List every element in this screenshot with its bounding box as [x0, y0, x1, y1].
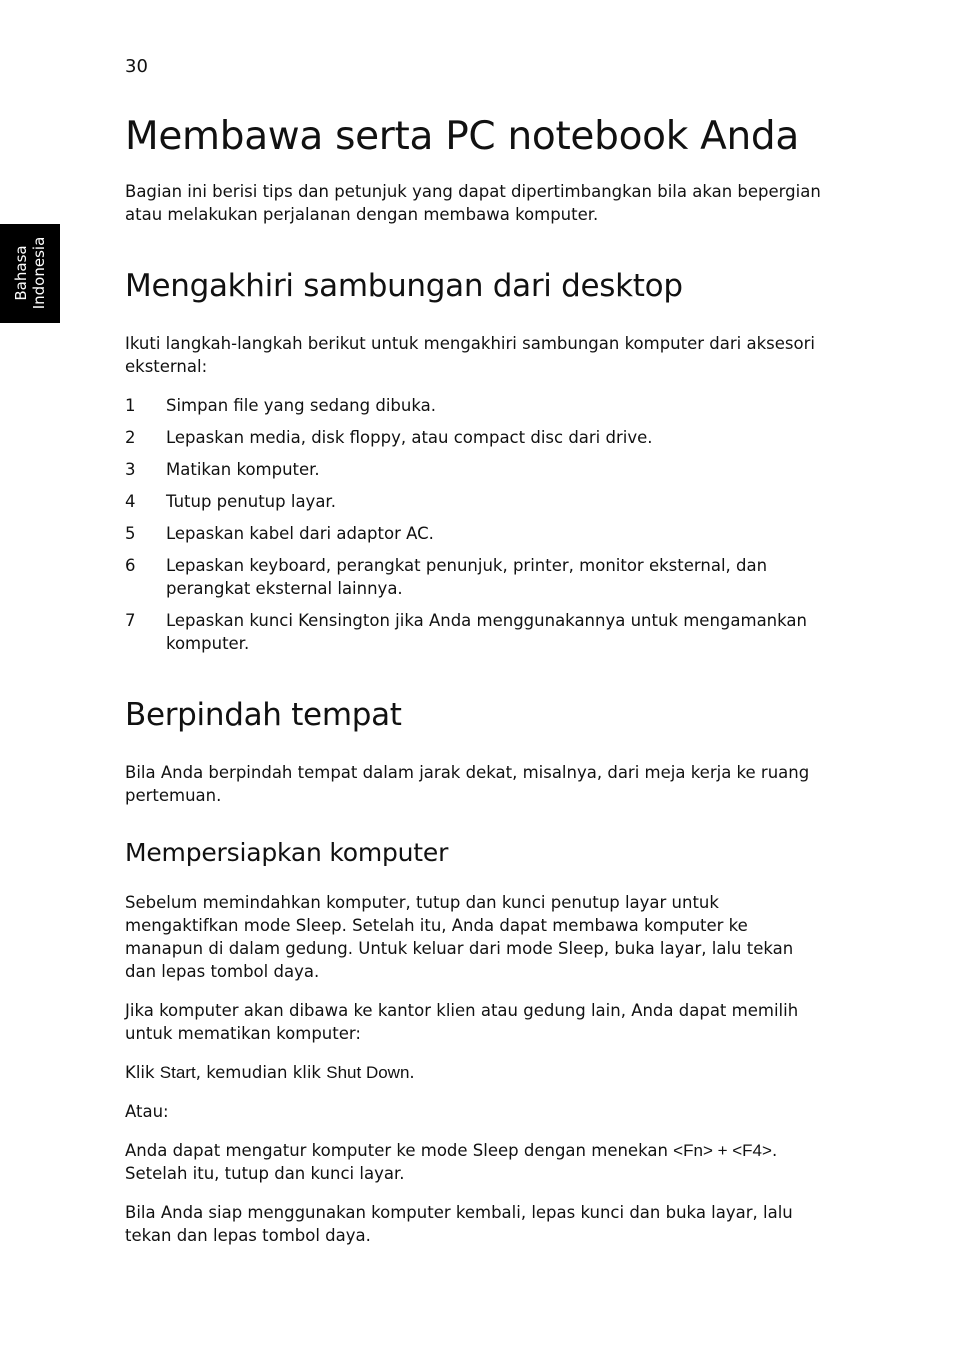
shut-down-term: Shut Down: [326, 1063, 410, 1082]
language-tab-label: [12, 224, 48, 323]
shutdown-instruction-suffix: .: [409, 1063, 415, 1082]
step-text: Tutup penutup layar.: [166, 492, 336, 511]
section-disconnect-lead: Ikuti langkah-langkah berikut untuk mengakhiri sambungan komputer dari aksesori eksternal:: [125, 334, 815, 376]
section-moving-lead: Bila Anda berpindah tempat dalam jarak dekat, misalnya, dari meja kerja ke ruang pertemuan.: [125, 763, 810, 805]
step-number: 1: [125, 396, 136, 415]
step-item: [125, 490, 825, 513]
prepare-paragraph-2: Jika komputer akan dibawa ke kantor klien atau gedung lain, Anda dapat memilih untuk mematikan komputer:: [125, 1001, 799, 1043]
step-item: [125, 522, 825, 545]
intro-paragraph: Bagian ini berisi tips dan petunjuk yang dapat dipertimbangkan bila akan bepergian atau melakukan perjalanan dengan membawa komputer.: [125, 182, 821, 224]
step-number: 5: [125, 524, 136, 543]
or-text: Atau:: [125, 1102, 169, 1121]
step-item: [125, 426, 825, 449]
step-item: [125, 458, 825, 481]
prepare-paragraph-1: Sebelum memindahkan komputer, tutup dan kunci penutup layar untuk mengaktifkan mode Sleep. Setelah itu, Anda dapat membawa komputer ke manapun di dalam gedung. Untuk keluar dari mode Sleep, buka layar, lalu tekan dan lepas tombol daya.: [125, 893, 794, 981]
step-text: Matikan komputer.: [166, 460, 320, 479]
step-number: 4: [125, 492, 136, 511]
sleep-instruction: [125, 1139, 825, 1185]
shutdown-instruction: [125, 1061, 825, 1084]
language-tab: [0, 224, 60, 323]
step-item: [125, 609, 825, 655]
key-combo: <Fn> + <F4>: [673, 1141, 772, 1160]
page-number: 30: [125, 56, 148, 77]
sleep-instruction-prefix: Anda dapat mengatur komputer ke mode Sleep dengan menekan: [125, 1141, 674, 1160]
step-item: [125, 554, 825, 600]
step-number: 2: [125, 428, 136, 447]
step-text: Simpan file yang sedang dibuka.: [166, 396, 436, 415]
page-title: Membawa serta PC notebook Anda: [125, 114, 799, 159]
prepare-paragraph-4: Bila Anda siap menggunakan komputer kembali, lepas kunci dan buka layar, lalu tekan dan lepas tombol daya.: [125, 1203, 793, 1245]
steps-list: [125, 394, 825, 655]
step-text: Lepaskan media, disk floppy, atau compact disc dari drive.: [166, 428, 653, 447]
step-text: Lepaskan kunci Kensington jika Anda menggunakannya untuk mengamankan komputer.: [166, 611, 807, 653]
step-number: 6: [125, 556, 136, 575]
section-heading-moving: Berpindah tempat: [125, 697, 402, 733]
language-tab-line2: Indonesia: [30, 236, 48, 310]
shutdown-instruction-prefix: Klik: [125, 1063, 160, 1082]
step-item: [125, 394, 825, 417]
page-content: [125, 108, 825, 1263]
sleep-instruction-suffix: . Setelah itu, tutup dan kunci layar.: [125, 1141, 778, 1183]
start-term: Start: [159, 1063, 196, 1082]
section-heading-disconnect: Mengakhiri sambungan dari desktop: [125, 268, 683, 304]
shutdown-instruction-middle: , kemudian klik: [195, 1063, 327, 1082]
step-number: 7: [125, 611, 136, 630]
subsection-heading-prepare: Mempersiapkan komputer: [125, 838, 449, 867]
step-text: Lepaskan kabel dari adaptor AC.: [166, 524, 434, 543]
step-text: Lepaskan keyboard, perangkat penunjuk, printer, monitor eksternal, dan perangkat eksternal lainnya.: [166, 556, 768, 598]
language-tab-line1: Bahasa: [12, 245, 30, 301]
step-number: 3: [125, 460, 136, 479]
